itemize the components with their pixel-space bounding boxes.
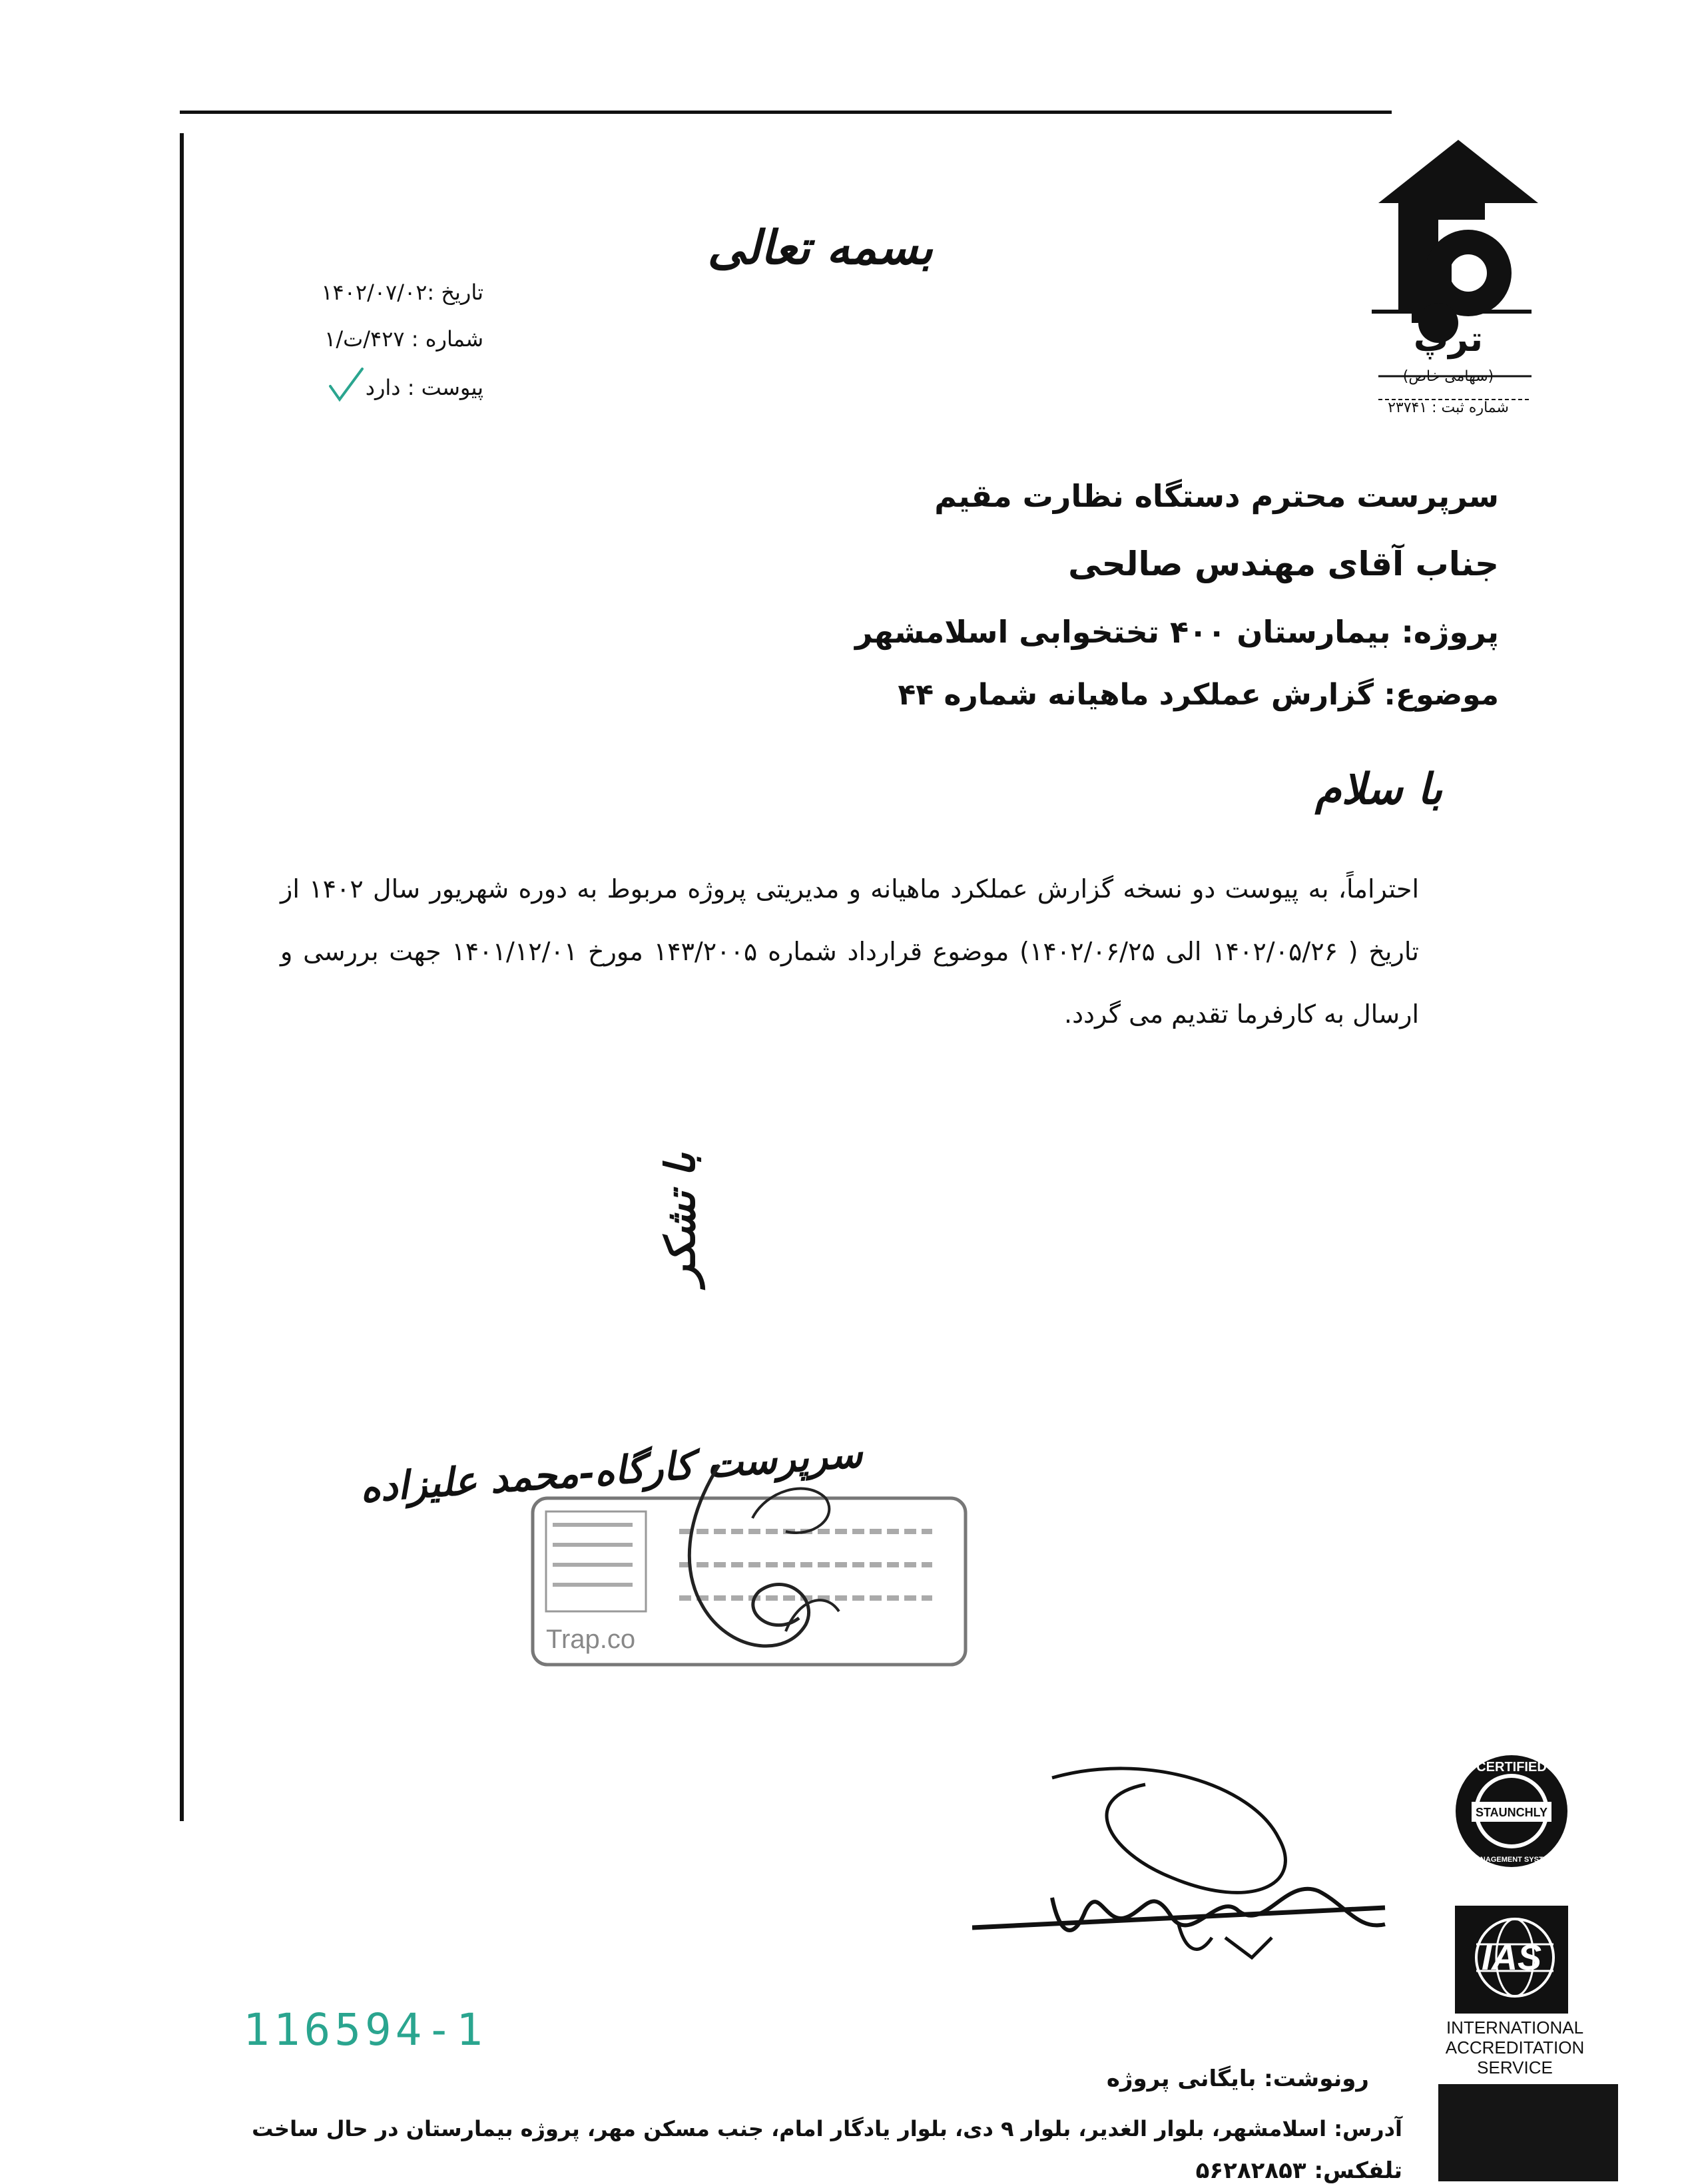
page-frame-left-line bbox=[180, 133, 184, 1821]
subject-line: موضوع: گزارش عملکرد ماهیانه شماره ۴۴ bbox=[898, 678, 1499, 712]
letter-attachment: پیوست : دارد bbox=[365, 375, 483, 400]
letter-number: شماره : ۴۲۷/ت/۱ bbox=[324, 326, 483, 352]
closing-thanks: با تشکر bbox=[656, 1153, 704, 1285]
letter-date: تاریخ :۱۴۰۲/۰۷/۰۲ bbox=[321, 280, 483, 305]
letter-heading-besmeh: بسمه تعالی bbox=[707, 220, 933, 275]
stamp-text: Trap.co bbox=[546, 1625, 636, 1654]
badge-bottom-text: MANAGEMENT SYSTEM bbox=[1468, 1856, 1555, 1864]
checkmark-icon bbox=[326, 365, 366, 405]
ias-caption bbox=[1432, 2018, 1598, 2077]
handwritten-signature bbox=[586, 1438, 919, 1691]
footer-phone: تلفکس: ۵۶۲۸۲۸۵۳ bbox=[1195, 2157, 1402, 2184]
page-frame-top-line bbox=[180, 111, 1392, 114]
carbon-copy: رونوشت: بایگانی پروژه bbox=[1106, 2065, 1369, 2092]
footer-black-block bbox=[1438, 2084, 1618, 2181]
project-line: پروژه: بیمارستان ۴۰۰ تختخوابی اسلامشهر bbox=[855, 614, 1499, 650]
handwritten-approval-signature bbox=[972, 1758, 1425, 1984]
letter-body: احتراماً، به پیوست دو نسخه گزارش عملکرد ماهیانه و مدیریتی پروژه مربوط به دوره شهریور سال ۱۴۰۲ از تاریخ ( ۱۴۰۲/۰۵/۲۶ الی ۱۴۰۲/۰۶/۲۵) موضوع قرارداد شماره ۱۴۳/۲۰۰۵ مورخ ۱۴۰۱/۱۲/۰۱ جهت بررسی و ارسال به کارفرما تقدیم می گردد. bbox=[280, 874, 1419, 1029]
badge-middle-text: STAUNCHLY bbox=[1475, 1806, 1548, 1819]
ias-caption-line3: SERVICE bbox=[1477, 2057, 1553, 2077]
ias-caption-line2: ACCREDITATION bbox=[1445, 2038, 1585, 2057]
certification-badge bbox=[1452, 1751, 1571, 1871]
signer-name: سرپرست کارگاه-محمد علیزاده bbox=[358, 1430, 864, 1511]
ias-caption-line1: INTERNATIONAL bbox=[1446, 2018, 1584, 2038]
addressee-title: سرپرست محترم دستگاه نظارت مقیم bbox=[934, 478, 1499, 514]
ias-logo bbox=[1455, 1906, 1568, 2014]
badge-top-text: CERTIFIED bbox=[1476, 1760, 1547, 1774]
logo-company-type: (سهامی خاص) bbox=[1402, 368, 1494, 385]
logo-registration-number: شماره ثبت : ۲۳۷۴۱ bbox=[1388, 400, 1509, 416]
salutation: با سلام bbox=[1314, 764, 1442, 814]
ias-logo-text: IAS bbox=[1481, 1938, 1542, 1978]
addressee-name: جناب آقای مهندس صالحی bbox=[1068, 545, 1499, 583]
archive-number: 116594-1 bbox=[243, 2004, 487, 2055]
logo-company-name: ترپ bbox=[1413, 320, 1484, 360]
footer-address: آدرس: اسلامشهر، بلوار الغدیر، بلوار ۹ دی، بلوار یادگار امام، جنب مسکن مهر، پروژه بیمارستان در حال ساخت bbox=[252, 2116, 1402, 2141]
